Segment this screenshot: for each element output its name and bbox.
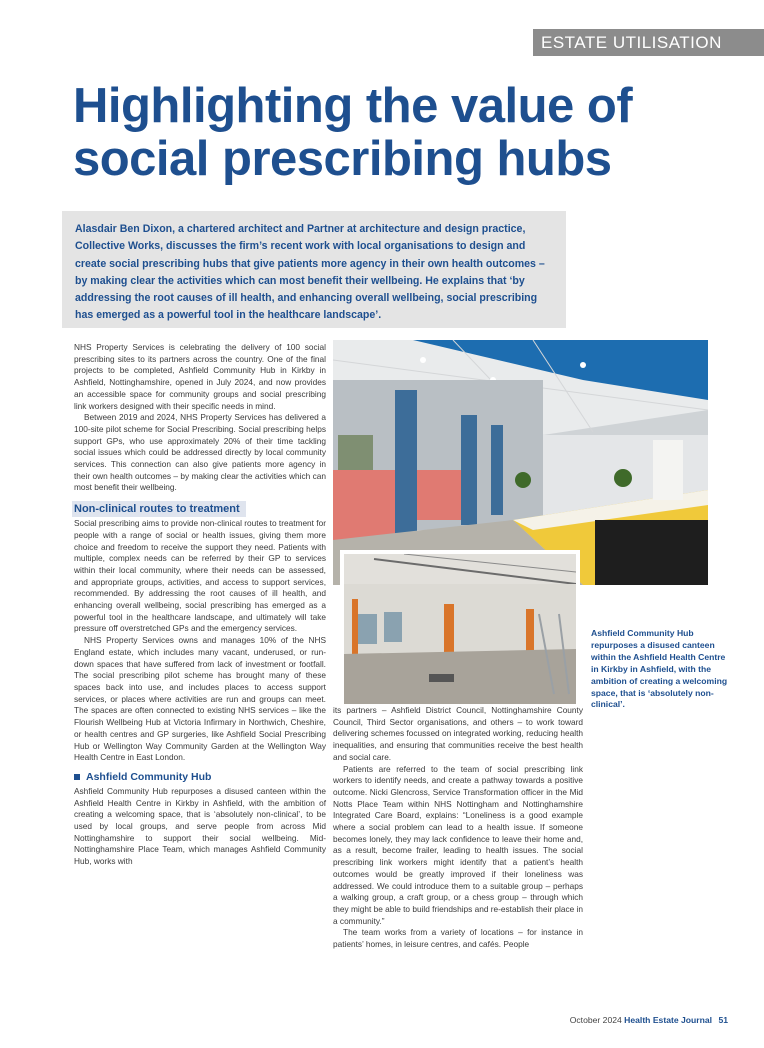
article-standfirst: Alasdair Ben Dixon, a chartered architect and Partner at architecture and design practice, Collective Works, discusses the firm’s recent work with local organisations to design and create social prescribing hubs that give patients more agency in their own health outcomes – by making clear the activities which can most benefit their wellbeing. He explains that ‘by addressing the root causes of ill health, and enhancing overall wellbeing, social prescribing has emerged as a powerful tool in the healthcare landscape’.	[62, 211, 566, 328]
intro-paragraph-1: NHS Property Services is celebrating the delivery of 100 social prescribing sites to its partners across the country. One of the final projects to be completed, Ashfield Community Hub in Kirkby in Ashfield, Nottinghamshire, opened in July 2024, and now provides an accessible space for community groups and social prescribing link workers designed with their specific needs in mind.	[74, 342, 326, 411]
bullet-square-icon	[74, 774, 80, 780]
subhead-ashfield	[74, 770, 326, 784]
left-column	[74, 342, 326, 868]
right-paragraph-1: its partners – Ashfield District Council, Nottinghamshire County Council, Third Sector organisations, and others – to work toward delivering schemes focussed on integrated working, reducing health inequalities, and ensuring that communities receive the best health and social care.	[333, 705, 583, 762]
footer-date: October 2024	[569, 1015, 622, 1025]
ashfield-paragraph-1: Ashfield Community Hub repurposes a disused canteen within the Ashfield Health Centre in Kirkby in Ashfield, with the ambition of creating a welcoming space, that is ‘absolutely non-clinical’, to be used by local groups, and serve people from across Mid Nottinghamshire to support their social wellbeing. Mid-Nottinghamshire Place Team, which manages Ashfield Community Hub, works with	[74, 785, 326, 867]
nonclinical-paragraph-1: Social prescribing aims to provide non-clinical routes to treatment for people with a range of social or health issues, giving them more choice and freedom to receive the support they need. Patients with multiple, complex needs can be referred by their GP to services within their local community, where their needs can be assessed, and appropriate groups, activities, and access to support services, recommended. By addressing the root causes of ill health, and enhancing overall wellbeing, social prescribing has emerged as a powerful tool in the healthcare landscape, and ultimately will take pressure off overstretched GPs and the emergency services.	[74, 518, 326, 634]
page-number: 51	[718, 1015, 728, 1025]
right-paragraph-3: The team works from a variety of locations – for instance in patients’ homes, in leisure centres, and cafés. People	[333, 927, 583, 950]
subhead-non-clinical: Non-clinical routes to treatment	[72, 501, 246, 517]
right-column	[333, 705, 583, 951]
intro-paragraph-2: Between 2019 and 2024, NHS Property Services has delivered a 100-site pilot scheme for Social Prescribing. Social prescribing helps support GPs, who use approximately 20% of their time tackling social issues which could be addressed directly by local community services. This connection can also give patients more agency in their own health outcomes – by making clear the activities which can most benefit their wellbeing.	[74, 412, 326, 493]
photo-caption: Ashfield Community Hub repurposes a disused canteen within the Ashfield Health Centre in Kirkby in Ashfield, with the ambition of creating a welcoming space, that is ‘absolutely non-clinical’.	[591, 628, 728, 710]
hub-before-illustration	[344, 554, 576, 704]
right-paragraph-2: Patients are referred to the team of social prescribing link workers to identify needs, and create a pathway towards a positive outcome. Nicki Glencross, Service Transformation officer in the Mid Notts Place Team within NHS Nottingham and Nottinghamshire Integrated Care Board, explains: “Loneliness is a good example where a social problem can lead to a health issue. If someone becomes lonely, they may lack confidence to leave their home and, as a result, become frailer, leading to health issues. The social prescribing link workers might identify that a patient’s health outcomes would be greatly improved if their loneliness was addressed. We could introduce them to a suitable group – perhaps a walking group, a craft group, or a chess group – through which they might be able to build friendships and re-establish their place in a community.”	[333, 763, 583, 926]
subhead-ashfield-label: Ashfield Community Hub	[86, 770, 212, 783]
hub-before-photo	[340, 550, 580, 708]
hub-interior-illustration	[333, 340, 708, 585]
hub-interior-photo	[333, 340, 708, 585]
footer-journal: Health Estate Journal	[624, 1015, 713, 1025]
article-headline: Highlighting the value of social prescribing hubs	[73, 79, 633, 186]
nonclinical-paragraph-2: NHS Property Services owns and manages 10% of the NHS England estate, which includes many vacant, underused, or run-down spaces that have suffered from lack of investment or footfall. The social prescribing pilot scheme has brought many of these spaces back into use, and includes places to access support services, or places where activities are run and groups can meet. The spaces are often connected to existing NHS services – like the Flourish Wellbeing Hub at Victoria Infirmary in Northwich, Cheshire, or health centres and GP surgeries, like Ashfield Social Prescribing Hub or Wellington Way Community Garden at the Wellington Way Health Centre in East London.	[74, 635, 326, 763]
page-footer	[508, 1015, 728, 1025]
section-tag: ESTATE UTILISATION	[533, 29, 764, 56]
